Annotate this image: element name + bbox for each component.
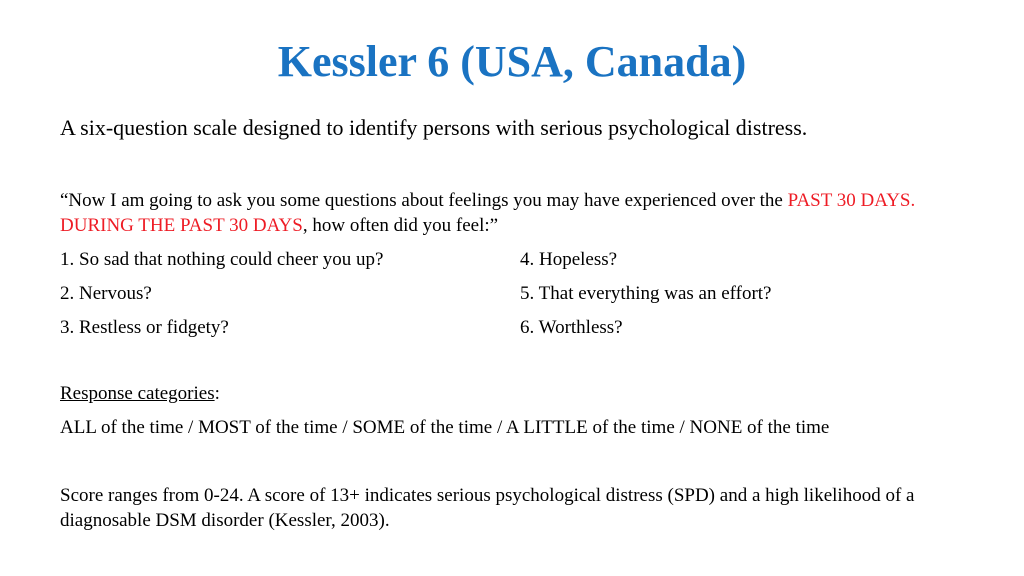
question-3: 3. Restless or fidgety? <box>60 317 229 338</box>
response-categories-heading <box>60 383 220 406</box>
question-4: 4. Hopeless? <box>520 249 618 270</box>
score-description: Score ranges from 0-24. A score of 13+ indicates serious psychological distress (SPD) and a high likelihood of a diagnosable DSM disorder (Kessler, 2003). <box>60 485 915 531</box>
question-2: 2. Nervous? <box>60 283 152 304</box>
prompt-text-2: . <box>910 190 916 211</box>
response-options: ALL of the time / MOST of the time / SOME of the time / A LITTLE of the time / NONE of the time <box>60 417 830 438</box>
response-heading-colon: : <box>214 383 220 404</box>
page-title: Kessler 6 (USA, Canada) <box>277 37 747 86</box>
interview-prompt <box>60 189 980 238</box>
prompt-highlight-1: PAST 30 DAYS <box>787 190 911 211</box>
prompt-text-3: , how often did you feel:” <box>302 214 499 236</box>
response-heading-text: Response categories <box>60 383 215 404</box>
scale-description: A six-question scale designed to identify persons with serious psychological distress. <box>60 115 808 140</box>
question-1: 1. So sad that nothing could cheer you up? <box>60 249 384 270</box>
prompt-highlight-2: DURING THE PAST 30 DAYS <box>60 214 303 236</box>
question-6: 6. Worthless? <box>520 317 623 338</box>
question-5: 5. That everything was an effort? <box>520 283 772 304</box>
prompt-text-1: “Now I am going to ask you some questions about feelings you may have experienced over the <box>60 190 788 211</box>
